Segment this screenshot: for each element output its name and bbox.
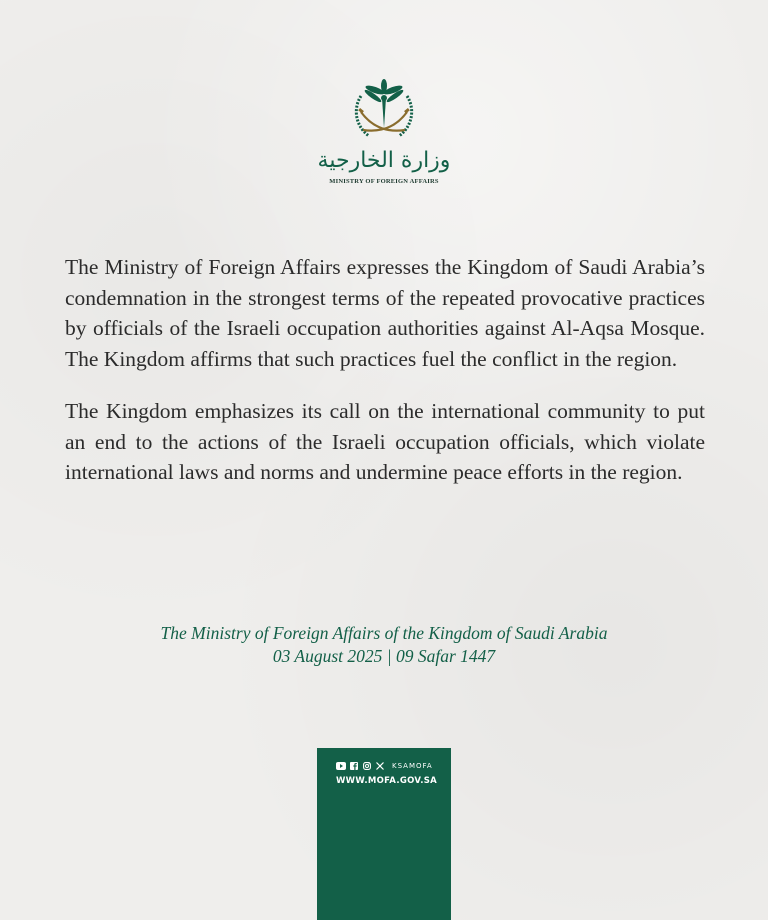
youtube-icon[interactable]	[336, 761, 346, 770]
facebook-icon[interactable]	[349, 761, 359, 770]
statement-body	[65, 252, 705, 510]
ministry-logo	[0, 78, 768, 185]
statement-paragraph: The Ministry of Foreign Affairs expresses the Kingdom of Saudi Arabia’s condemnation in the strongest terms of the repeated provocative practices by officials of the Israeli occupation authorities against Al-Aqsa Mosque. The Kingdom affirms that such practices fuel the conflict in the region.	[65, 255, 705, 371]
signature-ministry: The Ministry of Foreign Affairs of the Kingdom of Saudi Arabia	[160, 623, 608, 643]
website-link[interactable]: WWW.MOFA.GOV.SA	[336, 776, 438, 786]
social-links	[336, 761, 433, 770]
instagram-icon[interactable]	[362, 761, 372, 770]
ministry-english-name: MINISTRY OF FOREIGN AFFAIRS	[329, 178, 439, 185]
ministry-arabic-name: وزارة الخارجية	[317, 148, 451, 173]
signature-block	[0, 622, 768, 668]
saudi-emblem-icon	[347, 78, 421, 144]
social-handle: KSAMOFA	[392, 761, 433, 770]
signature-date: 03 August 2025 | 09 Safar 1447	[272, 646, 496, 666]
footer-panel	[317, 748, 451, 920]
x-icon[interactable]	[375, 761, 385, 770]
statement-paragraph: The Kingdom emphasizes its call on the international community to put an end to the actions of the Israeli occupation officials, which violate international laws and norms and undermine peace efforts in the region.	[65, 399, 705, 484]
